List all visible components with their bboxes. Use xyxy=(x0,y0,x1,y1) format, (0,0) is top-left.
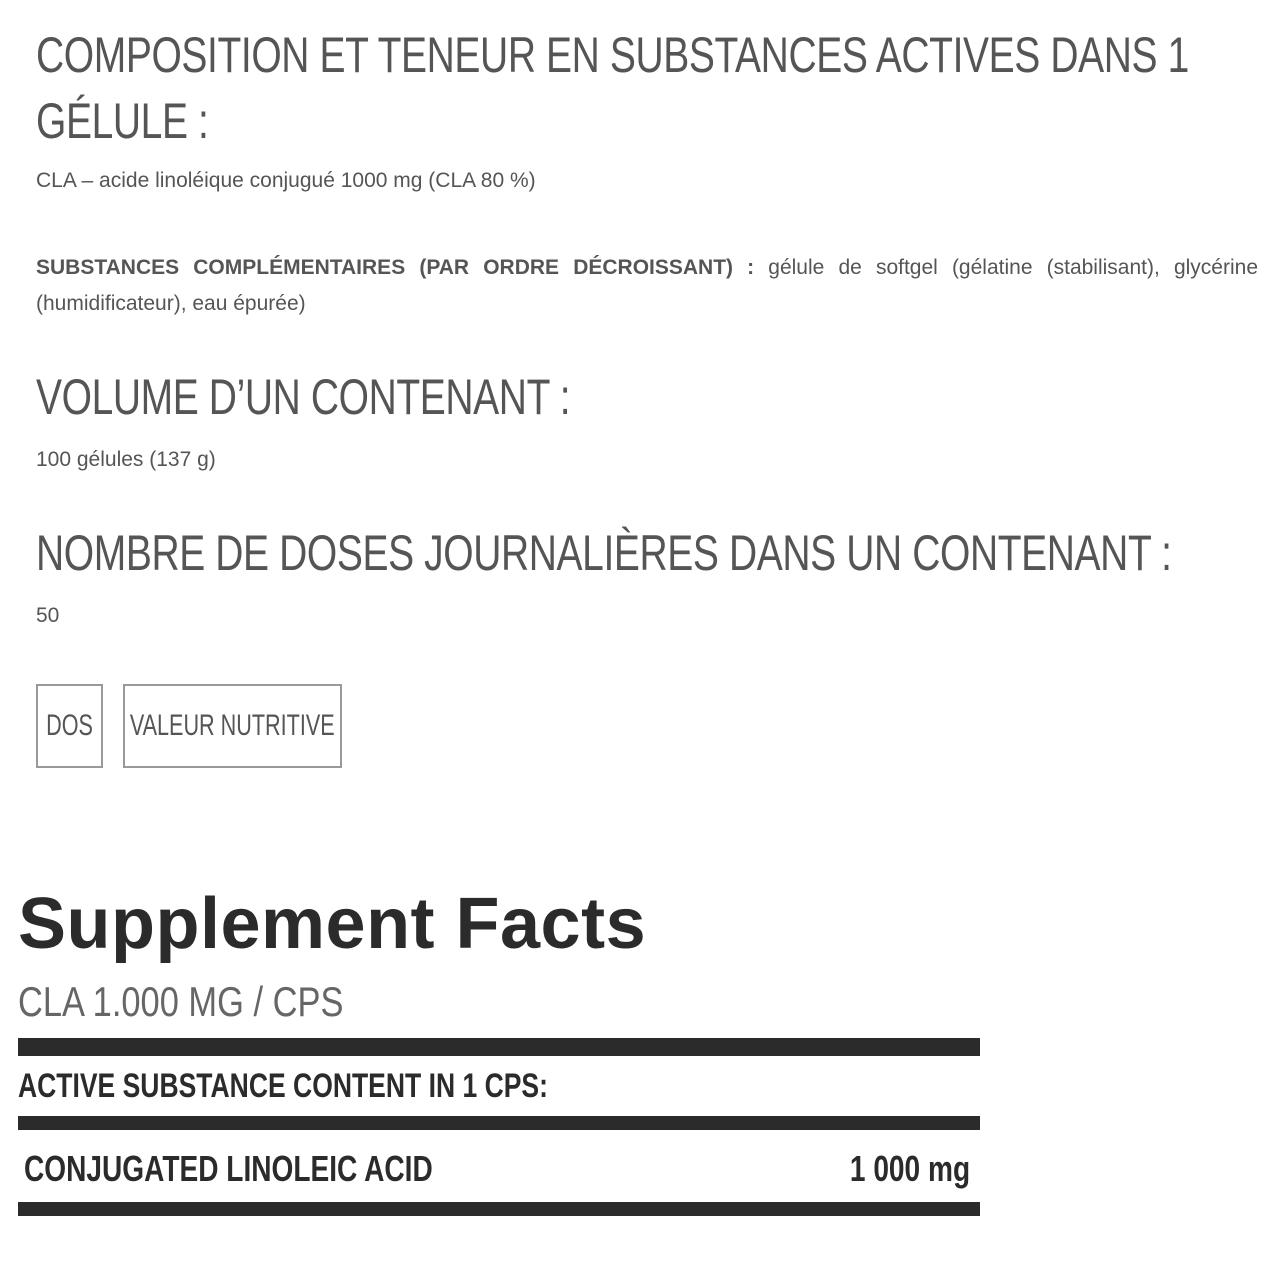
supplement-facts-title: Supplement Facts xyxy=(18,884,647,964)
doses-value: 50 xyxy=(36,604,60,627)
tab-dos[interactable] xyxy=(36,684,103,768)
volume-value: 100 gélules (137 g) xyxy=(36,448,216,471)
composition-heading: COMPOSITION ET TENEUR EN SUBSTANCES ACTIVES DANS 1 GÉLULE : xyxy=(36,27,1189,149)
tab-dos-label: DOS xyxy=(46,709,93,742)
facts-row-amount: 1 000 mg xyxy=(849,1148,970,1189)
complementary-substances-paragraph xyxy=(36,250,1258,322)
facts-divider-thick xyxy=(18,1038,980,1056)
volume-heading: VOLUME D’UN CONTENANT : xyxy=(36,369,571,425)
active-substance-text: CLA – acide linoléique conjugué 1000 mg (CLA 80 %) xyxy=(36,169,536,192)
facts-row-name: CONJUGATED LINOLEIC ACID xyxy=(24,1148,433,1189)
facts-section-label: ACTIVE SUBSTANCE CONTENT IN 1 CPS: xyxy=(18,1067,548,1105)
complementary-substances-text: gélule de softgel (gélatine (stabilisant), glycérine (humidificateur), eau épurée) xyxy=(36,256,1258,315)
facts-divider-bottom xyxy=(18,1202,980,1216)
facts-divider-medium xyxy=(18,1116,980,1130)
complementary-substances-label: SUBSTANCES COMPLÉMENTAIRES (PAR ORDRE DÉCROISSANT) : xyxy=(36,256,755,279)
tab-valeur-nutritive-label: VALEUR NUTRITIVE xyxy=(130,709,335,742)
supplement-facts-subtitle: CLA 1.000 MG / CPS xyxy=(18,978,344,1025)
tab-valeur-nutritive[interactable] xyxy=(123,684,342,768)
doses-heading: NOMBRE DE DOSES JOURNALIÈRES DANS UN CONTENANT : xyxy=(36,525,1172,581)
